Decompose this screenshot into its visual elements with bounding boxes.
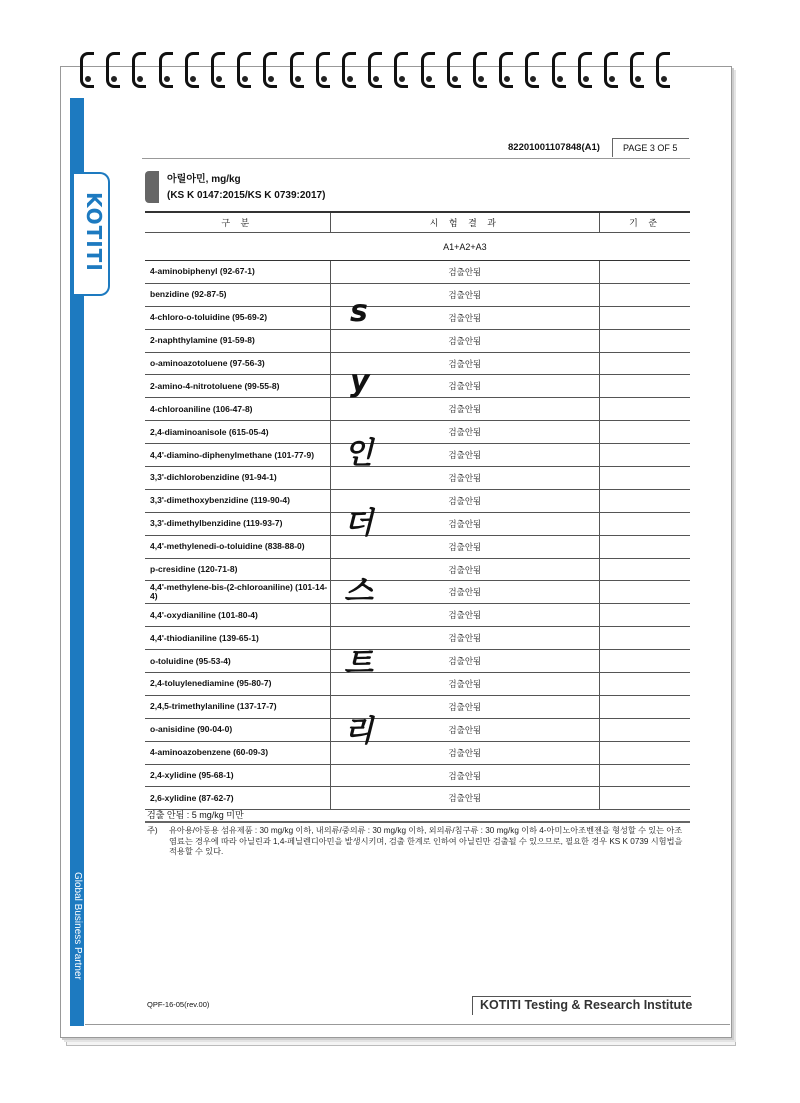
test-result: 검출안됨 xyxy=(330,467,600,490)
substance-name: 4-chloroaniline (106-47-8) xyxy=(145,398,330,421)
standard-value xyxy=(600,261,690,284)
table-row xyxy=(145,352,690,375)
binding-ring xyxy=(211,52,225,88)
substance-name: 4-aminoazobenzene (60-09-3) xyxy=(145,741,330,764)
binding-ring xyxy=(342,52,356,88)
page-number: PAGE 3 OF 5 xyxy=(623,143,678,153)
column-header-result: 시 험 결 과 xyxy=(330,212,600,233)
watermark-char: 리 xyxy=(344,714,373,749)
table-row xyxy=(145,764,690,787)
section-title xyxy=(167,172,325,204)
binding-ring xyxy=(604,52,618,88)
substance-name: benzidine (92-87-5) xyxy=(145,283,330,306)
column-header-standard: 기 준 xyxy=(600,212,690,233)
watermark-char: y xyxy=(350,364,370,399)
sample-label: A1+A2+A3 xyxy=(330,233,600,261)
binding-ring xyxy=(552,52,566,88)
binding-ring xyxy=(316,52,330,88)
substance-name: 4,4'-methylene-bis-(2-chloroaniline) (101-14-4) xyxy=(145,581,330,604)
table-row xyxy=(145,329,690,352)
test-result: 검출안됨 xyxy=(330,535,600,558)
table-row xyxy=(145,512,690,535)
binding-ring xyxy=(525,52,539,88)
substance-name: 2,4-xylidine (95-68-1) xyxy=(145,764,330,787)
standard-value xyxy=(600,467,690,490)
substance-name: 3,3'-dichlorobenzidine (91-94-1) xyxy=(145,467,330,490)
report-header xyxy=(500,138,692,158)
substance-name: 2-naphthylamine (91-59-8) xyxy=(145,329,330,352)
spiral-binding xyxy=(80,52,720,92)
substance-name: 4,4'-diamino-diphenylmethane (101-77-9) xyxy=(145,444,330,467)
test-result: 검출안됨 xyxy=(330,352,600,375)
test-result: 검출안됨 xyxy=(330,329,600,352)
substance-name: 3,3'-dimethoxybenzidine (119-90-4) xyxy=(145,489,330,512)
test-result: 검출안됨 xyxy=(330,741,600,764)
substance-name: p-cresidine (120-71-8) xyxy=(145,558,330,581)
binding-ring xyxy=(473,52,487,88)
test-result: 검출안됨 xyxy=(330,581,600,604)
standard-value xyxy=(600,695,690,718)
note-divider xyxy=(145,821,690,823)
substance-name: 4,4'-oxydianiline (101-80-4) xyxy=(145,604,330,627)
standard-value xyxy=(600,329,690,352)
substance-name: o-toluidine (95-53-4) xyxy=(145,650,330,673)
table-row xyxy=(145,489,690,512)
test-result: 검출안됨 xyxy=(330,512,600,535)
substance-name: 4-chloro-o-toluidine (95-69-2) xyxy=(145,306,330,329)
standard-value xyxy=(600,604,690,627)
test-result: 검출안됨 xyxy=(330,764,600,787)
detection-limit-note: 검출 안됨 : 5 mg/kg 미만 xyxy=(147,810,244,820)
test-result: 검출안됨 xyxy=(330,673,600,696)
substance-name: o-aminoazotoluene (97-56-3) xyxy=(145,352,330,375)
watermark-char: 스 xyxy=(344,574,373,609)
binding-ring xyxy=(80,52,94,88)
substance-name: 4,4'-methylenedi-o-toluidine (838-88-0) xyxy=(145,535,330,558)
table-row xyxy=(145,741,690,764)
standard-value xyxy=(600,741,690,764)
test-result: 검출안됨 xyxy=(330,604,600,627)
substance-name: 4,4'-thiodianiline (139-65-1) xyxy=(145,627,330,650)
binding-ring xyxy=(630,52,644,88)
results-table xyxy=(145,211,690,810)
test-result: 검출안됨 xyxy=(330,444,600,467)
table-row xyxy=(145,581,690,604)
table-row xyxy=(145,421,690,444)
test-result: 검출안됨 xyxy=(330,398,600,421)
binding-ring xyxy=(656,52,670,88)
standard-value xyxy=(600,444,690,467)
header-divider xyxy=(142,158,690,159)
standard-value xyxy=(600,283,690,306)
binding-ring xyxy=(237,52,251,88)
binding-ring xyxy=(447,52,461,88)
institute-name: KOTITI Testing & Research Institute xyxy=(480,998,693,1012)
test-result: 검출안됨 xyxy=(330,650,600,673)
substance-name: 2,4-toluylenediamine (95-80-7) xyxy=(145,673,330,696)
standard-value xyxy=(600,512,690,535)
test-result: 검출안됨 xyxy=(330,306,600,329)
standard-value xyxy=(600,764,690,787)
footnote-text: 유아용/아동용 섬유제품 : 30 mg/kg 이하, 내의류/중의류 : 30 mg/kg 이하, 외의류/침구류 : 30 mg/kg 이하 4-아미노아조벤젠을 형성할 수 있는 아조 염료는 경우에 따라 아닐린과 1,4-페닐렌디아민을 발생시키며, 검출 한계로 인하여 아닐린만 검출될 수 있으므로, 필요한 경우 KS K 0739 시험법을 적용할 수 있다. xyxy=(169,826,683,856)
section-title-line1: 아릴아민, mg/kg xyxy=(167,174,241,185)
binding-ring xyxy=(263,52,277,88)
table-row xyxy=(145,695,690,718)
standard-value xyxy=(600,581,690,604)
test-result: 검출안됨 xyxy=(330,421,600,444)
substance-name: 3,3'-dimethylbenzidine (119-93-7) xyxy=(145,512,330,535)
test-result: 검출안됨 xyxy=(330,695,600,718)
test-result: 검출안됨 xyxy=(330,283,600,306)
standard-value xyxy=(600,650,690,673)
test-result: 검출안됨 xyxy=(330,787,600,810)
table-row xyxy=(145,718,690,741)
binding-ring xyxy=(159,52,173,88)
substance-name: 2,4,5-trimethylaniline (137-17-7) xyxy=(145,695,330,718)
table-row xyxy=(145,375,690,398)
table-row xyxy=(145,673,690,696)
binding-ring xyxy=(578,52,592,88)
binding-ring xyxy=(368,52,382,88)
standard-value xyxy=(600,673,690,696)
standard-value xyxy=(600,306,690,329)
binding-ring xyxy=(290,52,304,88)
standard-value xyxy=(600,718,690,741)
test-result: 검출안됨 xyxy=(330,718,600,741)
standard-value xyxy=(600,787,690,810)
substance-name: 4-aminobiphenyl (92-67-1) xyxy=(145,261,330,284)
watermark-char: 트 xyxy=(344,646,373,681)
standard-value xyxy=(600,627,690,650)
bottom-divider xyxy=(85,1024,730,1025)
test-result: 검출안됨 xyxy=(330,627,600,650)
kotiti-logo: KOTITI xyxy=(82,192,106,272)
report-number: 82201001107848(A1) xyxy=(508,142,600,153)
footnote-mark: 주) xyxy=(147,826,158,835)
test-result: 검출안됨 xyxy=(330,261,600,284)
table-row xyxy=(145,650,690,673)
standard-value xyxy=(600,489,690,512)
substance-name: o-anisidine (90-04-0) xyxy=(145,718,330,741)
section-marker xyxy=(145,171,159,203)
standard-value xyxy=(600,375,690,398)
test-result: 검출안됨 xyxy=(330,489,600,512)
table-row xyxy=(145,535,690,558)
column-header-item: 구 분 xyxy=(145,212,330,233)
table-row xyxy=(145,398,690,421)
side-caption: Global Business Partner xyxy=(72,872,83,980)
substance-name: 2-amino-4-nitrotoluene (99-55-8) xyxy=(145,375,330,398)
standard-value xyxy=(600,558,690,581)
test-result: 검출안됨 xyxy=(330,375,600,398)
table-row xyxy=(145,283,690,306)
binding-ring xyxy=(394,52,408,88)
form-number: QPF-16-05(rev.00) xyxy=(147,1000,210,1009)
substance-name: 2,4-diaminoanisole (615-05-4) xyxy=(145,421,330,444)
table-row xyxy=(145,627,690,650)
binding-ring xyxy=(106,52,120,88)
standard-value xyxy=(600,352,690,375)
binding-ring xyxy=(499,52,513,88)
page-number-box xyxy=(612,138,689,157)
test-result: 검출안됨 xyxy=(330,558,600,581)
footnote xyxy=(147,826,692,858)
sample-row xyxy=(145,233,690,261)
table-row xyxy=(145,558,690,581)
watermark-char: s xyxy=(350,294,368,329)
table-row xyxy=(145,787,690,810)
standard-value xyxy=(600,535,690,558)
table-row xyxy=(145,261,690,284)
binding-ring xyxy=(421,52,435,88)
table-row xyxy=(145,604,690,627)
table-row xyxy=(145,467,690,490)
binding-ring xyxy=(185,52,199,88)
binding-ring xyxy=(132,52,146,88)
table-row xyxy=(145,444,690,467)
substance-name: 2,6-xylidine (87-62-7) xyxy=(145,787,330,810)
standard-value xyxy=(600,398,690,421)
table-header-row xyxy=(145,212,690,233)
watermark-char: 더 xyxy=(344,506,373,541)
institute-box xyxy=(472,996,691,1015)
section-title-line2: (KS K 0147:2015/KS K 0739:2017) xyxy=(167,190,326,201)
table-row xyxy=(145,306,690,329)
watermark-char: 인 xyxy=(344,436,373,471)
standard-value xyxy=(600,421,690,444)
